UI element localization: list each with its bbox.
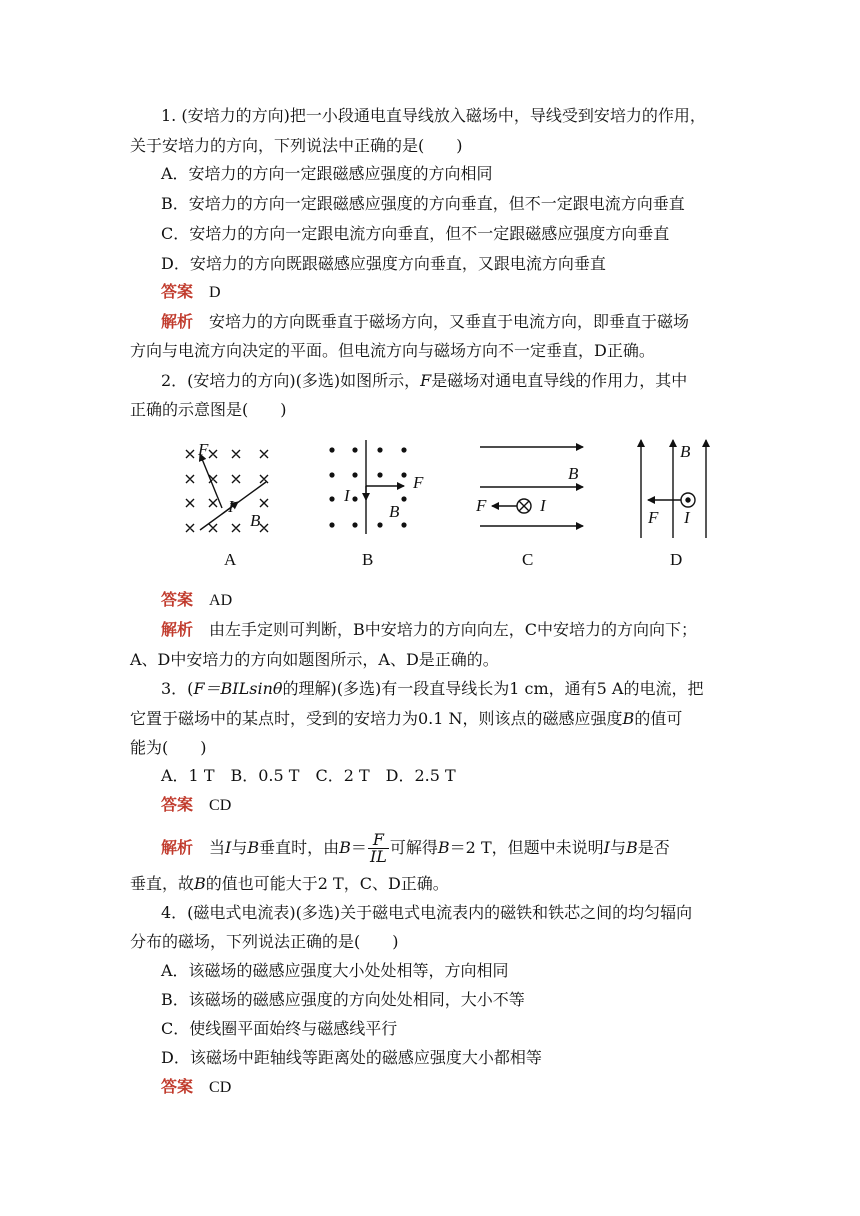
figure-c-i-label: I <box>540 496 546 515</box>
q3-stem-line2-post: 的值可 <box>634 709 683 728</box>
q1-stem-line1: 1. (安培力的方向)把一小段通电直导线放入磁场中，导线受到安培力的作用， <box>161 106 706 125</box>
figure-b-caption: B <box>362 550 374 569</box>
figure-b-f-label: F <box>413 473 424 492</box>
q3-analysis-line2 <box>130 874 449 894</box>
figure-a-f-label: F <box>198 440 209 459</box>
analysis-label: 解析 <box>161 838 194 857</box>
analysis-label: 解析 <box>161 312 194 331</box>
q1-analysis-line2: 方向与电流方向决定的平面。但电流方向与磁场方向不一定垂直，D正确。 <box>130 341 655 360</box>
q2-analysis-text1: 由左手定则可判断，B中安培力的方向向左，C中安培力的方向向下； <box>209 620 698 639</box>
q4-option-b: B．该磁场的磁感应强度的方向处处相同，大小不等 <box>161 990 525 1009</box>
q3-analysis-text: 垂直时，由 <box>259 838 340 857</box>
q3-analysis-text: 是否 <box>637 838 670 857</box>
q1-analysis-text1: 安培力的方向既垂直于磁场方向，又垂直于电流方向，即垂直于磁场 <box>209 312 690 331</box>
q3-analysis-text: 的值也可能大于2 T，C、D正确。 <box>205 874 449 893</box>
q3-stem-var-b: B <box>622 709 635 728</box>
q3-analysis-var-b: B <box>437 838 450 857</box>
q3-stem-line2 <box>130 709 682 729</box>
q2-stem-post: 是磁场对通电直导线的作用力，其中 <box>431 371 688 390</box>
q2-analysis-line2: A、D中安培力的方向如题图所示，A、D是正确的。 <box>130 650 499 669</box>
q4-stem-line1: 4．(磁电式电流表)(多选)关于磁电式电流表内的磁铁和铁芯之间的均匀辐向 <box>161 903 693 922</box>
q1-option-b: B．安培力的方向一定跟磁感应强度的方向垂直，但不一定跟电流方向垂直 <box>161 194 685 213</box>
figure-b-b-label: B <box>389 502 400 521</box>
answer-label: 答案 <box>161 795 194 814</box>
q4-stem-line2: 分布的磁场，下列说法正确的是( ) <box>130 932 399 951</box>
figure-d-caption: D <box>670 550 683 569</box>
q3-analysis-text: 可解得 <box>389 838 438 857</box>
q3-analysis-equals: ＝ <box>350 838 367 857</box>
figure-a-force-arrow <box>200 454 222 508</box>
q1-answer-value: D <box>209 284 221 301</box>
figure-b-i-label: I <box>344 486 350 505</box>
q2-stem-pre: 2．(安培力的方向)(多选)如图所示， <box>161 371 421 390</box>
q3-answer-value: CD <box>209 797 232 814</box>
figure-c <box>480 447 583 526</box>
q3-stem-formula: F＝BILsinθ <box>193 679 283 698</box>
q2-answer-value: AD <box>209 592 233 609</box>
q1-option-c: C．安培力的方向一定跟电流方向垂直，但不一定跟磁感应强度方向垂直 <box>161 224 670 243</box>
q3-stem-pre: 3．( <box>161 679 194 698</box>
q4-answer <box>161 1077 231 1098</box>
q4-option-d: D．该磁场中距轴线等距离处的磁感应强度大小都相等 <box>161 1048 542 1067</box>
q3-analysis-text: 与 <box>231 838 248 857</box>
q1-option-a: A．安培力的方向一定跟磁感应强度的方向相同 <box>161 164 493 183</box>
answer-label: 答案 <box>161 590 194 609</box>
q3-stem-line2-text: 它置于磁场中的某点时，受到的安培力为0.1 N，则该点的磁感应强度 <box>130 709 623 728</box>
q3-analysis-var-b: B <box>339 838 351 857</box>
q3-analysis-text: 与 <box>609 838 626 857</box>
q3-analysis-text: ＝2 T，但题中未说明 <box>449 838 604 857</box>
figure-c-caption: C <box>522 550 534 569</box>
figure-c-b-label: B <box>568 464 579 483</box>
q3-answer <box>161 795 231 816</box>
q4-answer-value: CD <box>209 1079 232 1096</box>
q2-stem-var-f: F <box>420 371 432 390</box>
q2-figure <box>0 430 860 580</box>
q1-stem-line2: 关于安培力的方向，下列说法中正确的是( ) <box>130 136 463 155</box>
q1-option-d: D．安培力的方向既跟磁感应强度方向垂直，又跟电流方向垂直 <box>161 254 606 273</box>
figure-d-b-label: B <box>680 442 691 461</box>
figure-a-i-label: I <box>228 497 234 516</box>
figure-d-i-label: I <box>684 508 690 527</box>
q3-analysis-var-b: B <box>625 838 638 857</box>
fraction-denominator: IL <box>369 847 387 866</box>
q3-analysis-text: 垂直，故 <box>130 874 195 893</box>
q1-answer <box>161 282 221 303</box>
q4-option-c: C．使线圈平面始终与磁感线平行 <box>161 1019 398 1038</box>
q3-analysis-text: 当 <box>209 838 226 857</box>
q2-analysis-line1 <box>161 620 697 640</box>
q2-answer <box>161 590 232 611</box>
analysis-label: 解析 <box>161 620 194 639</box>
answer-label: 答案 <box>161 282 194 301</box>
q3-analysis-var-i: I <box>225 838 232 857</box>
q1-analysis-line1 <box>161 312 689 332</box>
q3-stem-line1 <box>161 679 703 699</box>
answer-label: 答案 <box>161 1077 194 1096</box>
figure-d-f-label: F <box>648 508 659 527</box>
figure-a-caption: A <box>224 550 237 569</box>
fraction-numerator: F <box>368 832 389 849</box>
q2-stem-line1 <box>161 371 687 391</box>
q3-analysis-var-b: B <box>247 838 260 857</box>
figure-c-f-label: F <box>476 496 487 515</box>
q3-stem-post: 的理解)(多选)有一段直导线长为1 cm，通有5 A的电流，把 <box>282 679 704 698</box>
q3-analysis-line1 <box>161 832 670 865</box>
q3-stem-line3: 能为( ) <box>130 738 207 757</box>
q3-fraction <box>368 832 389 865</box>
q3-options: A．1 T B．0.5 T C．2 T D．2.5 T <box>161 766 456 785</box>
q4-option-a: A．该磁场的磁感应强度大小处处相等，方向相同 <box>161 961 509 980</box>
q3-analysis-var-i: I <box>603 838 610 857</box>
q2-stem-line2: 正确的示意图是( ) <box>130 400 287 419</box>
q3-analysis-var-b: B <box>194 874 206 893</box>
figure-a-b-label: B <box>250 511 261 530</box>
